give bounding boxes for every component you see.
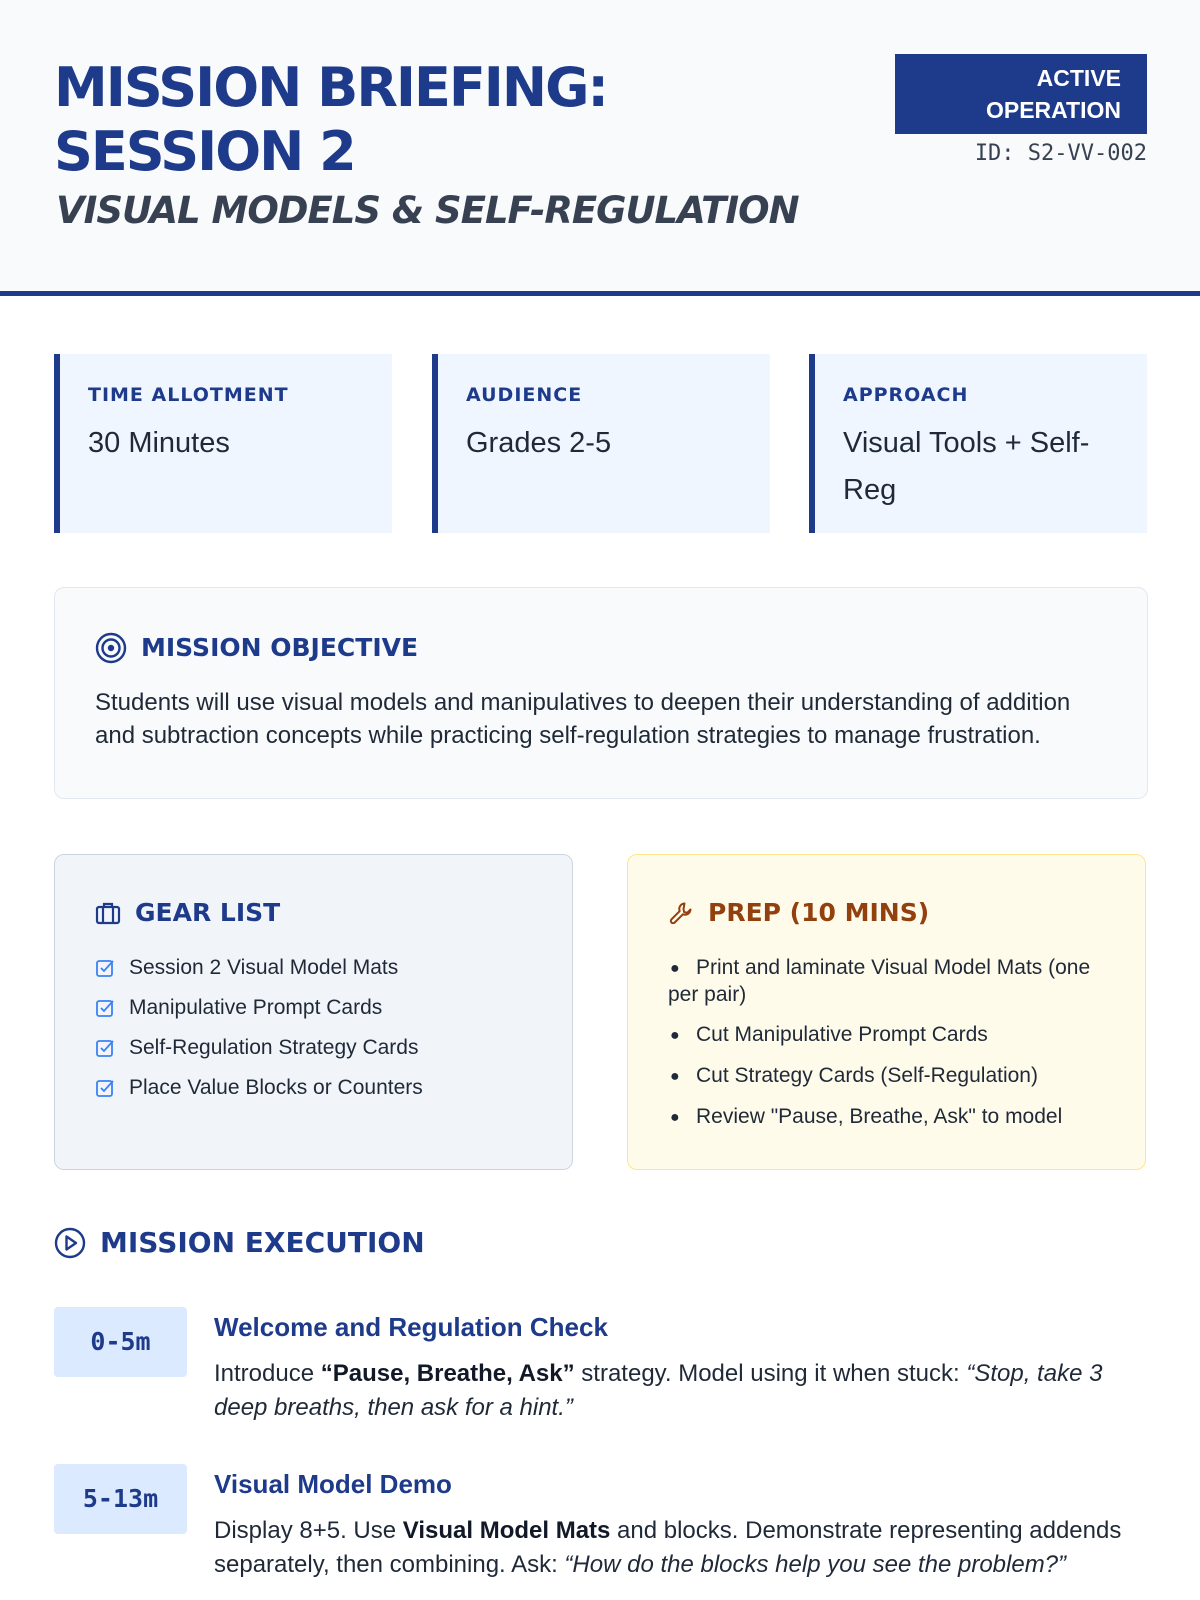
meta-label: AUDIENCE xyxy=(466,384,583,406)
list-item xyxy=(95,955,534,981)
step-material: Visual Model Mats xyxy=(402,1517,611,1544)
page-subtitle: VISUAL MODELS & SELF-REGULATION xyxy=(56,189,799,232)
status-line-2: OPERATION xyxy=(985,97,1121,123)
play-circle-icon xyxy=(54,1227,86,1259)
wrench-icon xyxy=(668,900,694,926)
title-line-2: SESSION 2 xyxy=(54,120,355,183)
meta-value: Visual Tools + Self-Reg xyxy=(843,427,1090,506)
gear-list-panel xyxy=(54,854,573,1170)
gear-item-label: Place Value Blocks or Counters xyxy=(129,1076,423,1099)
prep-heading-label: PREP (10 MINS) xyxy=(708,898,930,927)
gear-item-label: Self-Regulation Strategy Cards xyxy=(129,1036,419,1059)
step-quote: “How do the blocks help you see the problem?” xyxy=(564,1551,1067,1578)
list-item xyxy=(668,955,1107,1008)
meta-label: APPROACH xyxy=(843,384,969,406)
status-badge xyxy=(895,54,1147,134)
gear-item-label: Manipulative Prompt Cards xyxy=(129,996,383,1019)
step-text: Display 8+5. Use xyxy=(214,1517,403,1544)
meta-card-approach xyxy=(809,354,1147,533)
mission-id: ID: S2-VV-002 xyxy=(974,141,1147,166)
meta-value: 30 Minutes xyxy=(88,427,230,459)
step-text: strategy. Model using it when stuck: xyxy=(574,1360,967,1387)
gear-item-label: Session 2 Visual Model Mats xyxy=(129,956,399,979)
list-item xyxy=(668,1104,1107,1131)
prep-panel xyxy=(627,854,1146,1170)
objective-heading xyxy=(95,632,1107,664)
prep-heading xyxy=(668,897,1107,929)
execution-heading xyxy=(54,1227,425,1259)
mission-objective-card xyxy=(54,587,1148,799)
bullet-icon: ● xyxy=(670,1109,680,1126)
title-line-1: MISSION BRIEFING: xyxy=(54,56,607,119)
execution-heading-label: MISSION EXECUTION xyxy=(100,1226,425,1259)
meta-card-time xyxy=(54,354,392,533)
step-strategy: “Pause, Breathe, Ask” xyxy=(320,1360,575,1387)
step-title: Welcome and Regulation Check xyxy=(214,1312,608,1342)
gear-heading-label: GEAR LIST xyxy=(135,898,281,927)
meta-card-audience xyxy=(432,354,770,533)
gear-items xyxy=(95,955,534,1101)
step-text: Introduce xyxy=(214,1360,321,1387)
meta-value: Grades 2-5 xyxy=(466,427,612,459)
prep-item-label: Review "Pause, Breathe, Ask" to model xyxy=(696,1105,1063,1128)
bullet-icon: ● xyxy=(670,1068,680,1085)
list-item xyxy=(668,1022,1107,1049)
bullet-icon: ● xyxy=(670,960,680,977)
checkbox-checked-icon xyxy=(95,958,115,978)
objective-text: Students will use visual models and manipulatives to deepen their understanding of addition and subtraction concepts while practicing self-regulation strategies to manage frustration. xyxy=(95,689,1071,749)
target-icon xyxy=(95,632,127,664)
list-item xyxy=(95,995,534,1021)
step-text: and blocks. Demonstrate representing addends separately, then combining. Ask: xyxy=(214,1517,1122,1578)
step-title: Visual Model Demo xyxy=(214,1469,452,1499)
briefcase-icon xyxy=(95,900,121,926)
time-badge: 5-13m xyxy=(54,1464,187,1534)
step-quote: “Stop, take 3 deep breaths, then ask for a hint.” xyxy=(214,1360,1103,1421)
status-line-1: ACTIVE xyxy=(1036,65,1121,91)
objective-heading-label: MISSION OBJECTIVE xyxy=(141,633,419,662)
prep-item-label: Cut Manipulative Prompt Cards xyxy=(696,1023,988,1046)
list-item xyxy=(668,1063,1107,1090)
execution-step xyxy=(54,1464,1148,1584)
page-title xyxy=(54,56,814,184)
prep-item-label: Print and laminate Visual Model Mats (one per pair) xyxy=(668,956,1091,1006)
briefing-header xyxy=(0,0,1200,296)
step-description xyxy=(214,1514,1134,1582)
checkbox-checked-icon xyxy=(95,998,115,1018)
time-badge: 0-5m xyxy=(54,1307,187,1377)
bullet-icon: ● xyxy=(670,1027,680,1044)
checkbox-checked-icon xyxy=(95,1038,115,1058)
execution-step xyxy=(54,1307,1148,1427)
prep-item-label: Cut Strategy Cards (Self-Regulation) xyxy=(696,1064,1038,1087)
list-item xyxy=(95,1035,534,1061)
meta-label: TIME ALLOTMENT xyxy=(88,384,289,406)
list-item xyxy=(95,1075,534,1101)
gear-heading xyxy=(95,897,534,929)
checkbox-checked-icon xyxy=(95,1078,115,1098)
prep-items xyxy=(668,955,1107,1131)
step-description xyxy=(214,1357,1134,1425)
